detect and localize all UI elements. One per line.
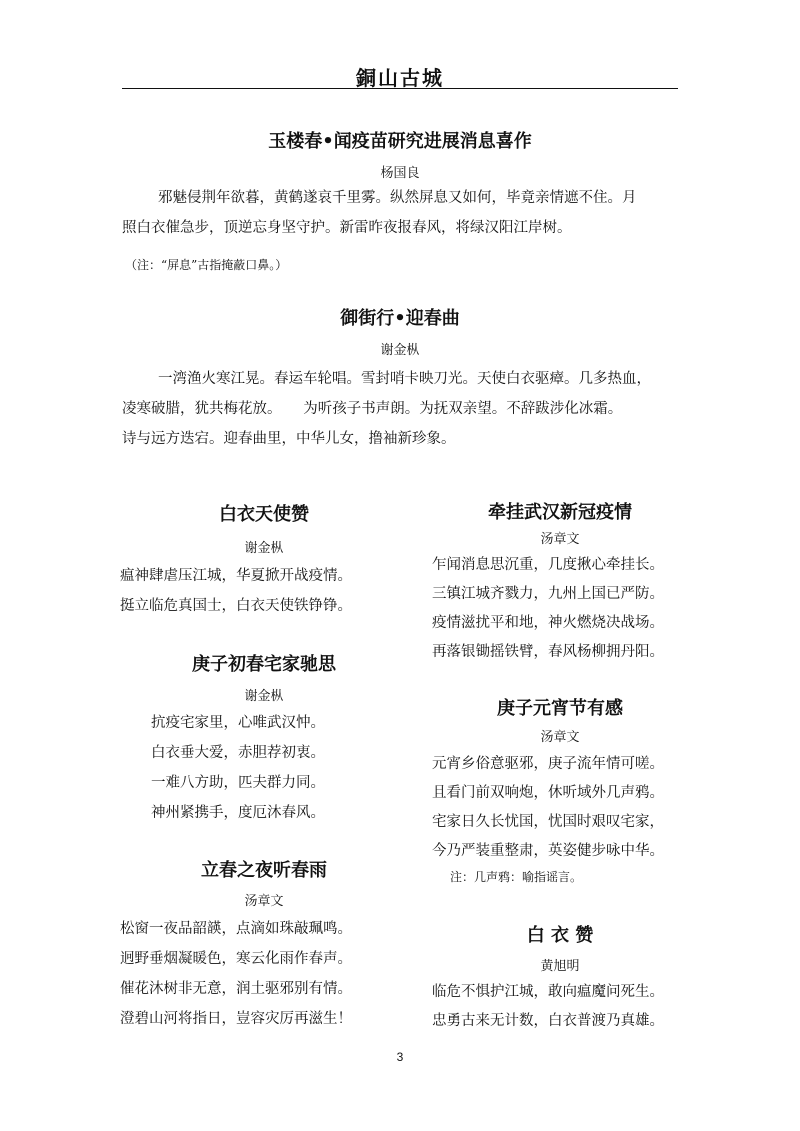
poem-author: 谢金枞: [380, 343, 420, 358]
poem-title: 庚子初春宅家驰思: [192, 654, 336, 675]
poem-body: [122, 183, 702, 243]
poem-author: 谢金枞: [244, 689, 284, 704]
poem-line: 松窗一夜品韶韺，点滴如珠敲珮鸣。: [120, 921, 352, 937]
poem-title: 立春之夜听春雨: [201, 860, 327, 881]
poem-author: 汤章文: [540, 532, 580, 547]
poem-author: 汤章文: [244, 894, 284, 909]
poem-author: 谢金枞: [244, 541, 284, 556]
poem-line: 澄碧山河将指日，豈容灾厉再滋生！: [120, 1011, 352, 1027]
poem-line: 凌寒破腊，犹共梅花放。 为听孩子书声朗。为抚双亲望。不辞跋涉化冰霜。: [122, 401, 623, 417]
poem-line: 白衣垂大爱，赤胆荐初衷。: [151, 745, 325, 761]
poem-line: 照白衣催急步，顶逆忘身坚守护。新雷昨夜报春风，将绿汉阳江岸树。: [122, 220, 572, 236]
page-number: 3: [396, 1050, 404, 1064]
poem-line: 迥野垂烟凝暖色，寒云化雨作春声。: [120, 951, 352, 967]
poem-line: 再落银锄摇铁臂，春风杨柳拥丹阳。: [432, 644, 664, 660]
poem-line: 一难八方助，匹夫群力同。: [151, 775, 325, 791]
poem-line: 挺立临危真国士，白衣天使铁铮铮。: [120, 598, 352, 614]
poem-line: 三镇江城齐戮力，九州上国已严防。: [432, 586, 664, 602]
poem-line: 瘟神肆虐压江城，华夏掀开战疫情。: [120, 568, 352, 584]
poem-title: 玉楼春•闻疫苗研究进展消息喜作: [268, 131, 532, 152]
header-rule: [122, 88, 678, 89]
poem-line: 宅家日久长忧国，忧国时艰叹宅家，: [432, 814, 664, 830]
poem-line: 忠勇古来无计数，白衣普渡乃真雄。: [432, 1013, 664, 1029]
running-header: 銅山古城: [356, 66, 444, 90]
poem-line: 乍闻消息思沉重，几度揪心牵挂长。: [432, 557, 664, 573]
poem-line: 邪魅侵荆年欲暮，黄鹤遂哀千里雾。纵然屏息又如何，毕竟亲情遮不住。月: [158, 190, 637, 206]
poem-line: 临危不惧护江城，敢向瘟魔问死生。: [432, 984, 664, 1000]
poem-line: 催花沐树非无意，润土驱邪别有情。: [120, 981, 352, 997]
poem-note: （注：“屏息”古指掩蔽口鼻。）: [125, 258, 288, 272]
poem-title: 白 衣 赞: [526, 925, 594, 946]
poem-note: 注：几声鸦：喻指谣言。: [450, 870, 583, 884]
poem-line: 元宵乡俗意驱邪，庚子流年情可嗟。: [432, 756, 664, 772]
poem-line: 且看门前双响炮，休听域外几声鸦。: [432, 785, 664, 801]
poem-author: 黄旭明: [540, 959, 580, 974]
poem-author: 杨国良: [380, 166, 420, 181]
poem-line: 诗与远方迭宕。迎春曲里，中华儿女，撸袖新珍象。: [122, 431, 456, 447]
poem-line: 一湾渔火寒江晃。春运车轮唱。雪封哨卡映刀光。天使白衣驱瘴。几多热血，: [158, 371, 651, 387]
poem-body: [122, 364, 702, 454]
poem-author: 汤章文: [540, 730, 580, 745]
poem-line: 疫情滋扰平和地，神火燃烧决战场。: [432, 615, 664, 631]
poem-title: 白衣天使赞: [219, 504, 309, 525]
poem-title: 庚子元宵节有感: [497, 698, 623, 719]
poem-line: 神州紧携手，度厄沐春风。: [151, 805, 325, 821]
poem-title: 御街行•迎春曲: [340, 308, 460, 329]
poem-line: 今乃严装重整肃，英姿健步咏中华。: [432, 843, 664, 859]
poem-line: 抗疫宅家里，心唯武汉忡。: [151, 715, 325, 731]
poem-title: 牵挂武汉新冠疫情: [488, 502, 632, 523]
